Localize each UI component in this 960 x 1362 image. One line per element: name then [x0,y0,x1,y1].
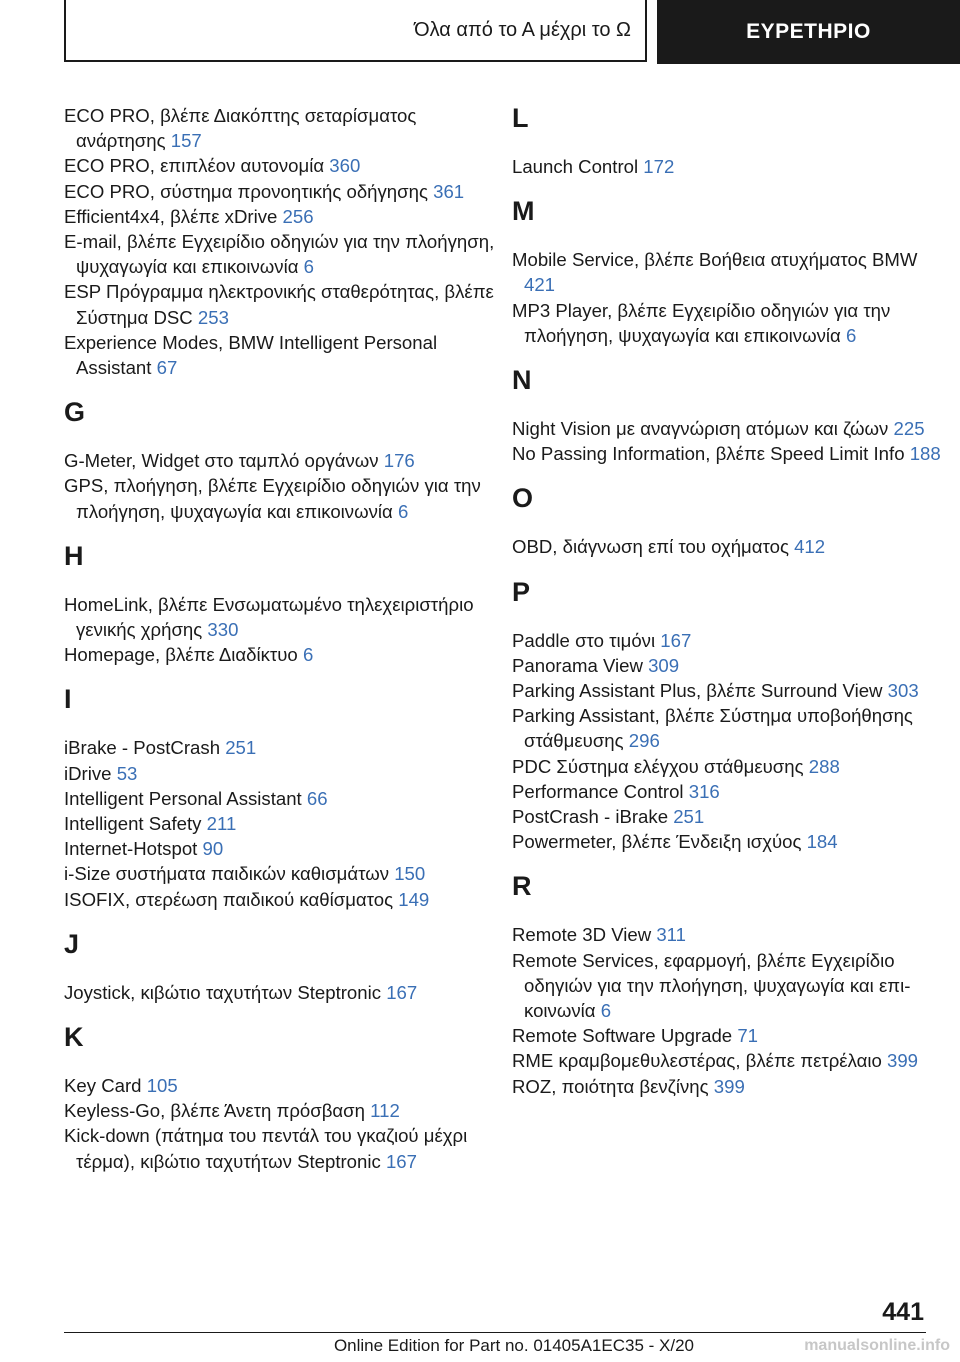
page-reference-link[interactable]: 361 [433,180,465,202]
index-entry-text: Night Vision με αναγνώριση ατόμων και ζώων [512,418,889,440]
index-entry-text: ESP Πρόγραμμα ηλεκτρονικής σταθερότητας, βλέπε Σύστημα DSC [64,281,494,328]
index-entry-text: Performance Control [512,780,684,802]
index-entry [64,279,504,329]
page-reference-link[interactable]: 399 [713,1075,745,1097]
index-entry [512,653,942,678]
index-entry-text: Joystick, κιβώτιο ταχυτήτων Steptronic [64,981,382,1003]
page-reference-link[interactable]: 6 [397,500,409,522]
index-entry-text: Remote Software Upgrade [512,1025,733,1047]
page-header [64,0,960,64]
index-entry [512,534,942,559]
index-letter-heading: L [512,103,529,133]
page-reference-link[interactable]: 316 [688,780,720,802]
index-entry [512,441,942,466]
index-letter-heading: I [64,684,72,715]
index-entry-text: MP3 Player, βλέπε Εγχειρίδιο οδηγιών για την πλοήγηση, ψυχαγωγία και επικοινωνία [512,299,891,346]
page-reference-link[interactable]: 256 [282,205,314,227]
index-entry-text: Kick-down (πάτημα του πεντάλ του γκαζιού μέχρι τέρμα), κιβώτιο ταχυτήτων Steptronic [64,1125,468,1172]
page-reference-link[interactable]: 90 [202,838,224,860]
index-entry [64,861,504,886]
page-reference-link[interactable]: 6 [600,1000,612,1022]
index-entry-text: Internet-Hotspot [64,838,198,860]
index-entry [64,761,504,786]
page-reference-link[interactable]: 303 [887,680,919,702]
index-entry [64,811,504,836]
index-entry-text: HomeLink, βλέπε Ενσωματωμένο τηλεχειριστήριο γενικής χρήσης [64,593,474,641]
index-entry [64,592,504,642]
index-entry [512,154,942,179]
page-reference-link[interactable]: 251 [225,737,257,759]
index-entry-text: Remote Services, εφαρμογή, βλέπε Εγχειρίδιο οδηγιών για την πλοήγηση, ψυχαγωγία και επικοινωνία [512,949,911,1022]
index-entry [512,948,942,1024]
page-reference-link[interactable]: 71 [737,1025,758,1047]
index-entry-text: iDrive [64,762,112,784]
index-letter-heading: R [512,871,532,902]
index-letter-heading: H [64,540,84,571]
page-reference-link[interactable]: 399 [887,1050,919,1072]
index-entry [512,829,942,854]
index-entry [512,678,942,703]
index-entry [64,735,504,760]
index-entry [64,887,504,912]
index-entry [64,1123,504,1173]
index-entry [64,1098,504,1123]
index-letter-heading: P [512,576,531,607]
index-entry [64,179,504,204]
page-reference-link[interactable]: 150 [394,863,426,885]
index-entry [64,448,504,473]
index-entry-text: PostCrash - iBrake [512,806,669,828]
index-entry [64,229,504,279]
page-number: 441 [882,1298,924,1326]
page-reference-link[interactable]: 253 [197,306,229,328]
index-entry-text: Efficient4x4, βλέπε xDrive [64,205,278,227]
index-entry [512,628,942,653]
index-entry [512,1048,942,1073]
index-entry-text: Keyless-Go, βλέπε Άνετη πρόσβαση [64,1100,365,1122]
page-reference-link[interactable]: 157 [170,130,202,152]
index-entry-text: Experience Modes, BMW Intelligent Personal Assistant [64,331,438,379]
footer-divider [64,1332,926,1333]
index-letter-heading: G [64,397,86,428]
page-reference-link[interactable]: 53 [116,762,138,784]
index-entry-text: ECO PRO, επιπλέον αυτονομία [64,155,325,177]
index-entry-text: Homepage, βλέπε Διαδίκτυο [64,644,298,666]
page-reference-link[interactable]: 188 [909,443,941,465]
index-entry [512,416,942,441]
page-reference-link[interactable]: 360 [329,155,361,177]
index-entry-text: No Passing Information, βλέπε Speed Limit Info [512,443,905,465]
index-entry [64,473,504,523]
page-reference-link[interactable]: 184 [806,831,838,853]
index-entry-text: Launch Control [512,156,639,177]
index-entry [512,298,942,348]
page-reference-link[interactable]: 211 [206,813,237,835]
page-reference-link[interactable]: 421 [524,274,556,296]
page-reference-link[interactable]: 105 [146,1075,178,1097]
page-reference-link[interactable]: 66 [306,787,328,809]
index-entry-text: G-Meter, Widget στο ταμπλό οργάνων [64,450,379,472]
page-reference-link[interactable]: 412 [794,536,826,558]
index-entry-text: PDC Σύστημα ελέγχου στάθμευσης [512,755,804,777]
page-reference-link[interactable]: 6 [302,644,314,666]
index-letter-heading: O [512,483,534,514]
index-entry [64,153,504,178]
index-letter-heading: N [512,365,532,396]
index-entry [512,1074,942,1099]
page-reference-link[interactable]: 251 [673,806,705,828]
index-entry [512,754,942,779]
index-entry [64,103,504,153]
index-entry-text: OBD, διάγνωση επί του οχήματος [512,536,789,558]
page-reference-link[interactable]: 225 [893,418,925,440]
index-entry-text: Mobile Service, βλέπε Βοήθεια ατυχήματος BMW [512,249,918,271]
page-reference-link[interactable]: 149 [398,888,430,910]
index-entry-text: Parking Assistant Plus, βλέπε Surround View [512,680,883,702]
index-entry-text: Key Card [64,1075,142,1097]
page-reference-link[interactable]: 296 [628,730,660,752]
index-entry-text: Powermeter, βλέπε Ένδειξη ισχύος [512,831,802,853]
index-entry [64,980,504,1005]
index-entry-text: E-mail, βλέπε Εγχειρίδιο οδηγιών για την πλοήγηση, ψυχαγωγία και επικοινωνία [64,231,495,278]
index-entry-text: Intelligent Safety [64,813,202,835]
index-entry-text: GPS, πλοήγηση, βλέπε Εγχειρίδιο οδηγιών για την πλοήγηση, ψυχαγωγία και επικοινωνία [64,475,481,522]
page-reference-link[interactable]: 172 [643,156,675,177]
index-letter-heading: J [64,928,80,959]
index-entry [64,642,504,667]
index-entry-text: ECO PRO, βλέπε Διακόπτης σεταρίσματος ανάρτησης [64,105,417,152]
index-entry-text: Intelligent Personal Assistant [64,787,302,809]
index-entry-text: i-Size συστήματα παιδικών καθισμάτων [64,863,390,885]
index-entry-text: ECO PRO, σύστημα προνοητικής οδήγησης [64,180,428,202]
index-entry [64,836,504,861]
page-reference-link[interactable]: 167 [385,1150,417,1172]
index-letter-heading: K [64,1022,84,1053]
page-reference-link[interactable]: 67 [156,357,178,379]
index-tab: ΕΥΡΕΤΗΡΙΟ [657,0,960,64]
index-letter-heading: M [512,196,535,227]
index-entry-text: ROZ, ποιότητα βενζίνης [512,1075,709,1097]
index-entry [512,703,942,753]
index-entry [512,247,942,297]
index-entry [512,1023,942,1048]
page-reference-link[interactable]: 176 [383,450,415,472]
watermark: manualsonline.info [804,1337,950,1354]
index-entry-text: Remote 3D View [512,924,652,946]
page-reference-link[interactable]: 6 [845,324,857,346]
index-entry-text: Paddle στο τιμόνι [512,629,656,651]
section-tab-title: Όλα από το Α μέχρι το Ω [64,0,647,62]
page-reference-link[interactable]: 309 [648,654,680,676]
page-reference-link[interactable]: 330 [207,619,239,641]
index-column-right [512,103,942,1099]
index-entry [64,1073,504,1098]
index-entry-text: ISOFIX, στερέωση παιδικού καθίσματος [64,888,394,910]
edition-text: Online Edition for Part no. 01405A1EC35 - X/20 [333,1336,694,1355]
index-entry [512,804,942,829]
index-entry [64,330,504,380]
page-reference-link[interactable]: 167 [660,629,692,651]
index-entry-text: Parking Assistant, βλέπε Σύστημα υποβοήθησης στάθμευσης [512,705,913,752]
page-reference-link[interactable]: 112 [370,1100,400,1122]
page-reference-link[interactable]: 167 [386,981,418,1003]
index-entry-text: Panorama View [512,654,643,676]
page-reference-link[interactable]: 311 [656,924,686,946]
index-entry [512,779,942,804]
page-reference-link[interactable]: 288 [808,755,840,777]
page-reference-link[interactable]: 6 [303,256,315,278]
index-entry-text: RME κραμβομεθυλεστέρας, βλέπε πετρέλαιο [512,1050,882,1072]
index-entry [64,786,504,811]
index-entry [64,204,504,229]
index-entry [512,922,942,947]
index-entry-text: iBrake - PostCrash [64,737,221,759]
index-column-left [64,103,504,1174]
